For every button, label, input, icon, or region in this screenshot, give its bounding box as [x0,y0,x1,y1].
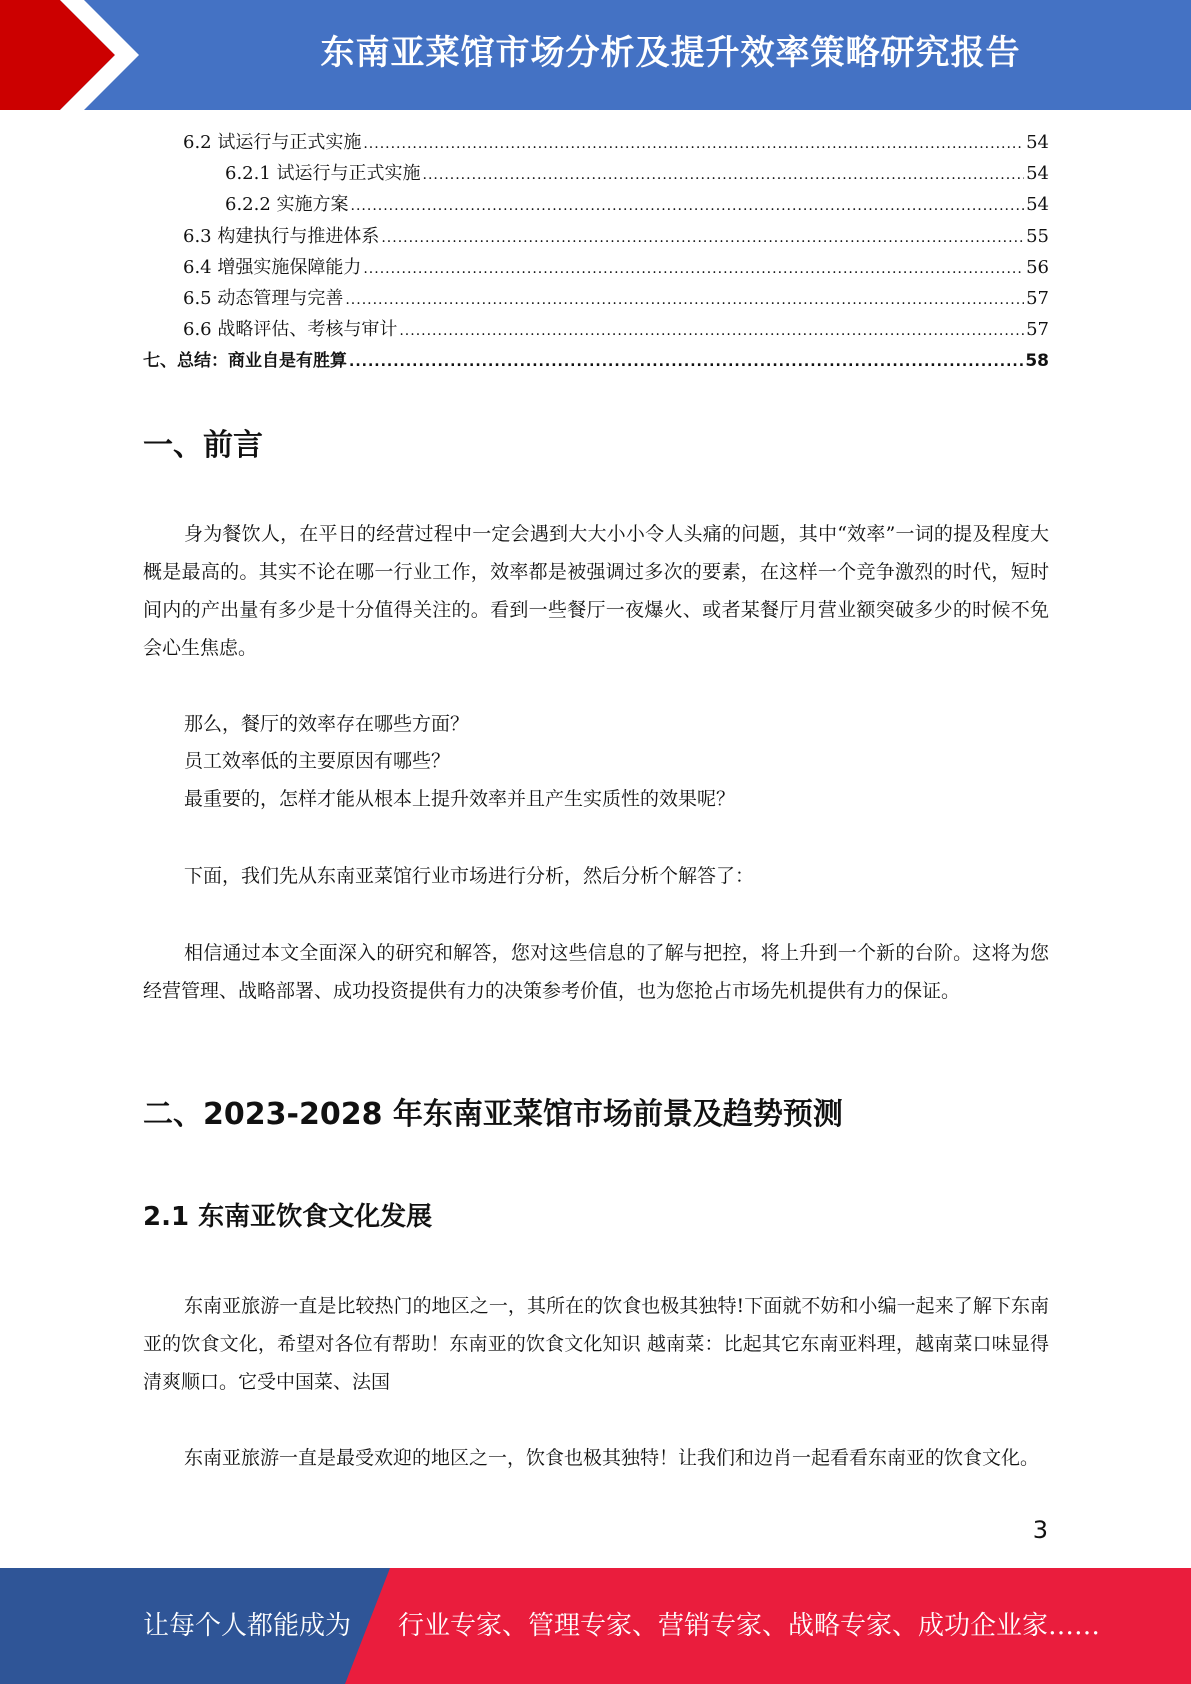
report-title: 东南亚菜馆市场分析及提升效率策略研究报告 [320,33,1021,73]
preface-question: 最重要的，怎样才能从根本上提升效率并且产生实质性的效果呢？ [184,788,736,810]
preface-question: 那么，餐厅的效率存在哪些方面？ [184,713,470,735]
toc-leader-dots [363,261,1024,277]
preface-paragraph: 身为餐饮人，在平日的经营过程中一定会遇到大大小小令人头痛的问题，其中“效率”一词的提及程度大概是最高的。其实不论在哪一行业工作，效率都是被强调过多次的要素，在这样一个竞争激烈的时代，短时间内的产出量有多少是十分值得关注的。看到一些餐厅一夜爆火、或者某餐厅月营业额突破多少的时候不免会心生焦虑。 [143,523,1049,659]
page-footer [0,1568,1191,1684]
toc-entry-page: 57 [1026,287,1049,309]
toc-entry-page: 54 [1026,194,1049,216]
toc-entry-label: 6.2 试运行与正式实施 [183,132,362,153]
toc-entry[interactable] [143,159,1049,190]
toc-entry[interactable] [143,253,1049,284]
header-red-chevron [0,0,150,110]
toc-leader-dots [381,230,1024,246]
table-of-contents [143,128,1049,378]
toc-entry-label: 6.4 增强实施保障能力 [183,256,362,278]
toc-leader-dots [363,136,1024,152]
toc-entry[interactable] [143,128,1049,159]
toc-entry-label: 6.5 动态管理与完善 [183,287,344,309]
page-number: 3 [1032,1516,1048,1544]
toc-entry[interactable] [143,284,1049,315]
footer-slogan-right: 行业专家、管理专家、营销专家、战略专家、成功企业家…… [398,1611,1101,1641]
preface-question: 员工效率低的主要原因有哪些？ [184,750,451,772]
food-culture-paragraph: 东南亚旅游一直是比较热门的地区之一，其所在的饮食也极其独特!下面就不妨和小编一起来了解下东南亚的饮食文化，希望对各位有帮助！东南亚的饮食文化知识 越南菜：比起其它东南亚料理，越南菜口味显得清爽顺口。它受中国菜、法国 [143,1295,1049,1393]
preface-paragraph: 相信通过本文全面深入的研究和解答，您对这些信息的了解与把控，将上升到一个新的台阶。这将为您经营管理、战略部署、成功投资提供有力的决策参考价值，也为您抢占市场先机提供有力的保证。 [143,942,1049,1002]
preface-paragraph: 下面，我们先从东南亚菜馆行业市场进行分析，然后分析个解答了： [184,865,755,887]
toc-entry-label: 6.2.2 实施方案 [225,194,349,216]
toc-entry-page: 56 [1026,256,1049,278]
toc-leader-dots [399,323,1024,339]
page-header [0,0,1191,110]
toc-entry[interactable] [143,346,1049,377]
toc-entry-page: 55 [1026,225,1049,247]
toc-leader-dots [423,167,1025,183]
footer-slogan-left: 让每个人都能成为 [143,1611,352,1641]
toc-entry-label: 七、总结：商业自是有胜算 [143,351,347,372]
toc-entry-label: 6.2.1 试运行与正式实施 [225,163,421,185]
toc-leader-dots [345,292,1024,308]
toc-leader-dots [349,354,1023,370]
toc-entry-page: 54 [1026,132,1049,153]
toc-leader-dots [351,198,1025,214]
toc-entry[interactable] [143,222,1049,253]
toc-entry[interactable] [143,190,1049,221]
toc-entry-label: 6.3 构建执行与推进体系 [183,225,380,247]
toc-entry-page: 58 [1025,351,1049,372]
food-culture-paragraph: 东南亚旅游一直是最受欢迎的地区之一，饮食也极其独特！让我们和边肖一起看看东南亚的饮食文化。 [184,1447,1040,1469]
subsection-heading-food-culture: 2.1 东南亚饮食文化发展 [143,1202,433,1232]
toc-entry[interactable] [143,315,1049,346]
section-heading-preface: 一、前言 [143,428,263,463]
toc-entry-page: 54 [1026,163,1049,185]
section-heading-forecast: 二、2023-2028 年东南亚菜馆市场前景及趋势预测 [143,1097,843,1132]
toc-entry-page: 57 [1026,319,1049,341]
toc-entry-label: 6.6 战略评估、考核与审计 [183,319,398,341]
